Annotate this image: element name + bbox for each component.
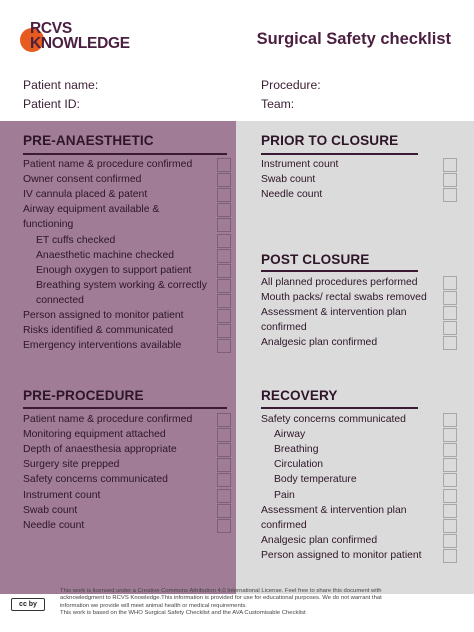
checklist-checkbox[interactable] xyxy=(443,443,457,457)
checklist-item-label: ET cuffs checked xyxy=(36,234,116,246)
footer-line: information we provide will meet animal health or medical requirements. xyxy=(60,602,247,609)
rcvs-knowledge-logo xyxy=(20,21,145,53)
footer-license-text xyxy=(60,588,470,618)
checklist-checkbox[interactable] xyxy=(443,321,457,335)
checklist-checkbox[interactable] xyxy=(217,489,231,503)
section-title: POST CLOSURE xyxy=(261,252,370,267)
logo-line-2: KNOWLEDGE xyxy=(30,35,130,52)
section-title: PRE-ANAESTHETIC xyxy=(23,133,154,148)
footer-line: acknowledgment to RCVS Knowledge.This information is provided for use for educational purposes. We do not warrant that xyxy=(60,595,382,602)
document-title: Surgical Safety checklist xyxy=(256,30,451,48)
section-divider xyxy=(261,407,418,409)
checklist-item-label: confirmed xyxy=(261,519,307,531)
checklist-checkbox[interactable] xyxy=(443,428,457,442)
checklist-checkbox[interactable] xyxy=(217,218,231,232)
procedure-field[interactable]: Procedure: xyxy=(261,78,321,92)
checklist-checkbox[interactable] xyxy=(217,309,231,323)
checklist-checkbox[interactable] xyxy=(217,188,231,202)
section-title: PRE-PROCEDURE xyxy=(23,388,144,403)
checklist-checkbox[interactable] xyxy=(217,264,231,278)
checklist-item-label: Breathing system working & correctly xyxy=(36,279,207,291)
checklist-item-label: Assessment & intervention plan xyxy=(261,307,407,319)
checklist-item-label: Patient name & procedure confirmed xyxy=(23,159,193,170)
checklist-checkbox[interactable] xyxy=(217,173,231,187)
patient-name-field[interactable]: Patient name: xyxy=(23,78,99,92)
checklist-checkbox[interactable] xyxy=(217,473,231,487)
section-divider xyxy=(261,270,418,272)
checklist-item-label: Surgery site prepped xyxy=(23,459,120,471)
patient-id-field[interactable]: Patient ID: xyxy=(23,97,80,111)
checklist-checkbox[interactable] xyxy=(443,413,457,427)
checklist-item-label: functioning xyxy=(23,219,74,231)
checklist-checkbox[interactable] xyxy=(443,458,457,472)
checklist-item-label: connected xyxy=(36,294,84,306)
checklist-checkbox[interactable] xyxy=(217,324,231,338)
checklist-item-label: Pain xyxy=(274,489,295,501)
checklist-item-label: Airway xyxy=(274,429,306,441)
checklist-checkbox[interactable] xyxy=(443,188,457,202)
checklist-item-label: Mouth packs/ rectal swabs removed xyxy=(261,292,427,304)
checklist-checkbox[interactable] xyxy=(217,339,231,353)
checklist-checkbox[interactable] xyxy=(217,279,231,293)
checklist-checkbox[interactable] xyxy=(443,534,457,548)
checklist-item-label: Swab count xyxy=(261,174,316,186)
section-divider xyxy=(23,407,227,409)
checklist-checkbox[interactable] xyxy=(443,158,457,172)
checklist-checkbox[interactable] xyxy=(217,234,231,248)
section-divider xyxy=(261,153,418,155)
checklist-item-label: Instrument count xyxy=(23,489,101,501)
checklist-item-label: Safety concerns communicated xyxy=(23,474,168,486)
checklist-checkbox[interactable] xyxy=(443,336,457,350)
footer-line: This work is based on the WHO Surgical Safety Checklist and the AVA Customisable Checklist xyxy=(60,610,306,617)
checklist-checkbox[interactable] xyxy=(443,504,457,518)
checklist-item-label: Monitoring equipment attached xyxy=(23,429,166,441)
checklist-item-label: Owner consent confirmed xyxy=(23,174,142,186)
checklist-item-label: Enough oxygen to support patient xyxy=(36,264,192,276)
footer-line: This work is licensed under a Creative Commons Attribution 4.0 International License. Feel free to share this document with xyxy=(60,588,382,594)
checklist-checkbox[interactable] xyxy=(443,519,457,533)
checklist-checkbox[interactable] xyxy=(443,489,457,503)
checklist-item-label: Person assigned to monitor patient xyxy=(261,549,422,561)
team-field[interactable]: Team: xyxy=(261,97,295,111)
section-title: PRIOR TO CLOSURE xyxy=(261,133,399,148)
checklist-item-label: Safety concerns communicated xyxy=(261,414,406,425)
checklist-checkbox[interactable] xyxy=(443,549,457,563)
checklist-checkbox[interactable] xyxy=(217,294,231,308)
checklist-item-label: Risks identified & communicated xyxy=(23,325,174,337)
checklist-item-label: confirmed xyxy=(261,322,307,334)
section-title: RECOVERY xyxy=(261,388,338,403)
checklist-item-label: Depth of anaesthesia appropriate xyxy=(23,444,177,456)
checklist-checkbox[interactable] xyxy=(217,519,231,533)
checklist-item-label: Analgesic plan confirmed xyxy=(261,337,378,349)
checklist-item-label: Instrument count xyxy=(261,159,339,170)
checklist-checkbox[interactable] xyxy=(443,306,457,320)
checklist-item-label: Breathing xyxy=(274,444,319,456)
checklist-checkbox[interactable] xyxy=(443,173,457,187)
checklist-item-label: Needle count xyxy=(261,189,323,201)
checklist-item-label: Airway equipment available & xyxy=(23,204,160,216)
checklist-checkbox[interactable] xyxy=(443,291,457,305)
checklist-item-label: Emergency interventions available xyxy=(23,340,182,352)
section-divider xyxy=(23,153,227,155)
checklist-checkbox[interactable] xyxy=(217,249,231,263)
checklist-checkbox[interactable] xyxy=(217,413,231,427)
checklist-checkbox[interactable] xyxy=(217,158,231,172)
checklist-item-label: Person assigned to monitor patient xyxy=(23,310,184,321)
checklist-checkbox[interactable] xyxy=(217,458,231,472)
logo-line-1: RCVS xyxy=(30,20,72,37)
creative-commons-icon: cc by xyxy=(11,598,45,611)
checklist-item-label: IV cannula placed & patent xyxy=(23,189,148,201)
checklist-checkbox[interactable] xyxy=(217,443,231,457)
checklist-checkbox[interactable] xyxy=(443,473,457,487)
checklist-checkbox[interactable] xyxy=(443,276,457,290)
checklist-checkbox[interactable] xyxy=(217,504,231,518)
checklist-item-label: Analgesic plan confirmed xyxy=(261,534,378,546)
checklist-checkbox[interactable] xyxy=(217,203,231,217)
checklist-item-label: All planned procedures performed xyxy=(261,277,418,288)
checklist-item-label: Body temperature xyxy=(274,474,357,486)
checklist-item-label: Circulation xyxy=(274,459,324,471)
checklist-item-label: Swab count xyxy=(23,504,78,516)
checklist-item-label: Anaesthetic machine checked xyxy=(36,249,175,261)
checklist-checkbox[interactable] xyxy=(217,428,231,442)
checklist-item-label: Patient name & procedure confirmed xyxy=(23,414,193,425)
checklist-item-label: Needle count xyxy=(23,519,85,531)
checklist-item-label: Assessment & intervention plan xyxy=(261,504,407,516)
